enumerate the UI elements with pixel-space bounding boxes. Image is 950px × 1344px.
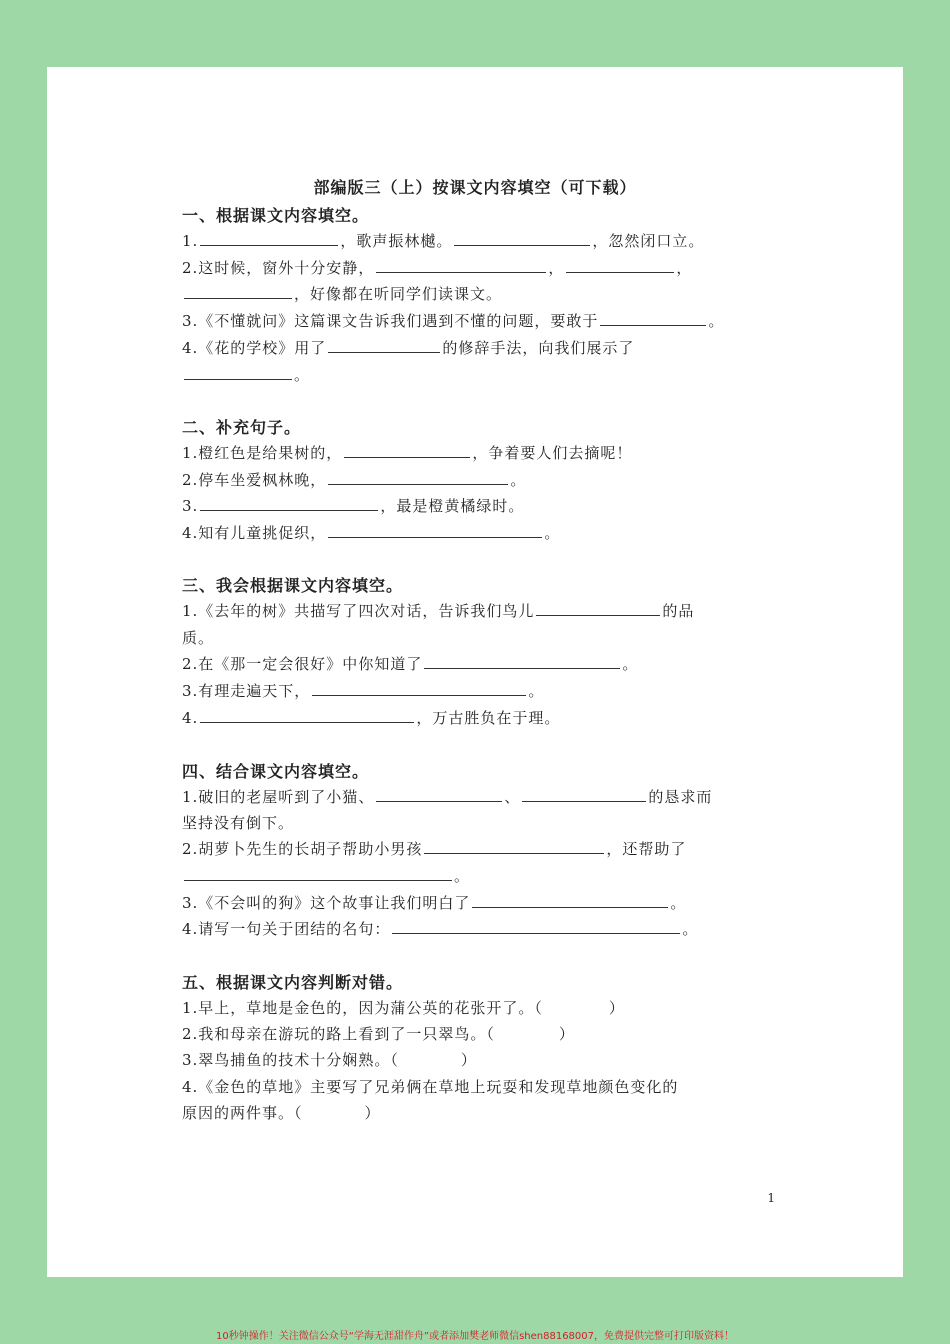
answer-blank[interactable] (522, 787, 646, 802)
s5-item-3: 3.翠鸟捕鱼的技术十分娴熟。（ ） (182, 1051, 477, 1069)
answer-blank[interactable] (328, 338, 440, 353)
s4-item-2-cont: 。 (182, 865, 470, 886)
section-1-heading: 一、根据课文内容填空。 (182, 206, 370, 225)
s3-item-1: 1.《去年的树》共描写了四次对话，告诉我们鸟儿 的品 (182, 602, 695, 620)
answer-blank[interactable] (312, 681, 526, 696)
s4-item-1: 1.破旧的老屋听到了小猫、 、 的恳求而 (182, 788, 713, 806)
s1-item-4: 4.《花的学校》用了 的修辞手法，向我们展示了 (182, 339, 635, 357)
s5-item-4-cont: 原因的两件事。（ ） (182, 1104, 381, 1122)
s1-item-3: 3.《不懂就问》这篇课文告诉我们遇到不懂的问题，要敢于 。 (182, 312, 725, 330)
answer-blank[interactable] (200, 231, 338, 246)
worksheet-page (47, 67, 903, 1277)
s3-item-2: 2.在《那一定会很好》中你知道了 。 (182, 655, 639, 673)
answer-blank[interactable] (472, 893, 668, 908)
answer-blank[interactable] (184, 866, 452, 881)
s2-item-2: 2.停车坐爱枫林晚， 。 (182, 471, 527, 489)
s3-item-3: 3.有理走遍天下， 。 (182, 682, 545, 700)
page-number: 1 (767, 1191, 775, 1205)
answer-blank[interactable] (600, 311, 706, 326)
answer-blank[interactable] (424, 654, 620, 669)
answer-blank[interactable] (424, 839, 604, 854)
s2-item-4: 4.知有儿童挑促织， 。 (182, 524, 561, 542)
answer-blank[interactable] (566, 258, 674, 273)
section-2-heading: 二、补充句子。 (182, 418, 302, 437)
answer-blank[interactable] (376, 258, 546, 273)
s2-item-1: 1.橙红色是给果树的， ，争着要人们去摘呢！ (182, 444, 633, 462)
answer-blank[interactable] (376, 787, 502, 802)
s5-item-4: 4.《金色的草地》主要写了兄弟俩在草地上玩耍和发现草地颜色变化的 (182, 1078, 679, 1096)
s4-item-2: 2.胡萝卜先生的长胡子帮助小男孩 ，还帮助了 (182, 840, 687, 858)
answer-blank[interactable] (328, 470, 508, 485)
s3-item-4: 4. ，万古胜负在于理。 (182, 709, 561, 727)
s5-item-1: 1.早上，草地是金色的，因为蒲公英的花张开了。（ ） (182, 999, 625, 1017)
s1-item-2-cont: ，好像都在听同学们读课文。 (182, 283, 502, 304)
s3-item-1-cont: 质。 (182, 629, 215, 647)
s2-item-3: 3. ，最是橙黄橘绿时。 (182, 497, 525, 515)
answer-blank[interactable] (454, 231, 590, 246)
answer-blank[interactable] (328, 523, 542, 538)
section-4-heading: 四、结合课文内容填空。 (182, 762, 370, 781)
footer-notice: 10秒钟操作！关注微信公众号“学海无涯甜作舟”或者添加樊老师微信shen88168007，免费提供完整可打印版资料！ (215, 1331, 735, 1342)
s1-item-2: 2.这时候，窗外十分安静， ， ， (182, 259, 693, 277)
s4-item-4: 4.请写一句关于团结的名句： 。 (182, 920, 699, 938)
answer-blank[interactable] (200, 708, 414, 723)
s5-item-2: 2.我和母亲在游玩的路上看到了一只翠鸟。（ ） (182, 1025, 575, 1043)
page-title: 部编版三（上）按课文内容填空（可下载） (313, 178, 637, 197)
answer-blank[interactable] (200, 496, 378, 511)
section-5-heading: 五、根据课文内容判断对错。 (182, 973, 404, 992)
s1-item-4-cont: 。 (182, 364, 310, 385)
answer-blank[interactable] (344, 443, 470, 458)
answer-blank[interactable] (184, 284, 292, 299)
s4-item-3: 3.《不会叫的狗》这个故事让我们明白了 。 (182, 894, 687, 912)
answer-blank[interactable] (536, 601, 660, 616)
s1-item-1: 1. ，歌声振林樾。 ，忽然闭口立。 (182, 232, 705, 250)
section-3-heading: 三、我会根据课文内容填空。 (182, 576, 404, 595)
answer-blank[interactable] (184, 365, 292, 380)
s4-item-1-cont: 坚持没有倒下。 (182, 814, 295, 832)
answer-blank[interactable] (392, 919, 680, 934)
